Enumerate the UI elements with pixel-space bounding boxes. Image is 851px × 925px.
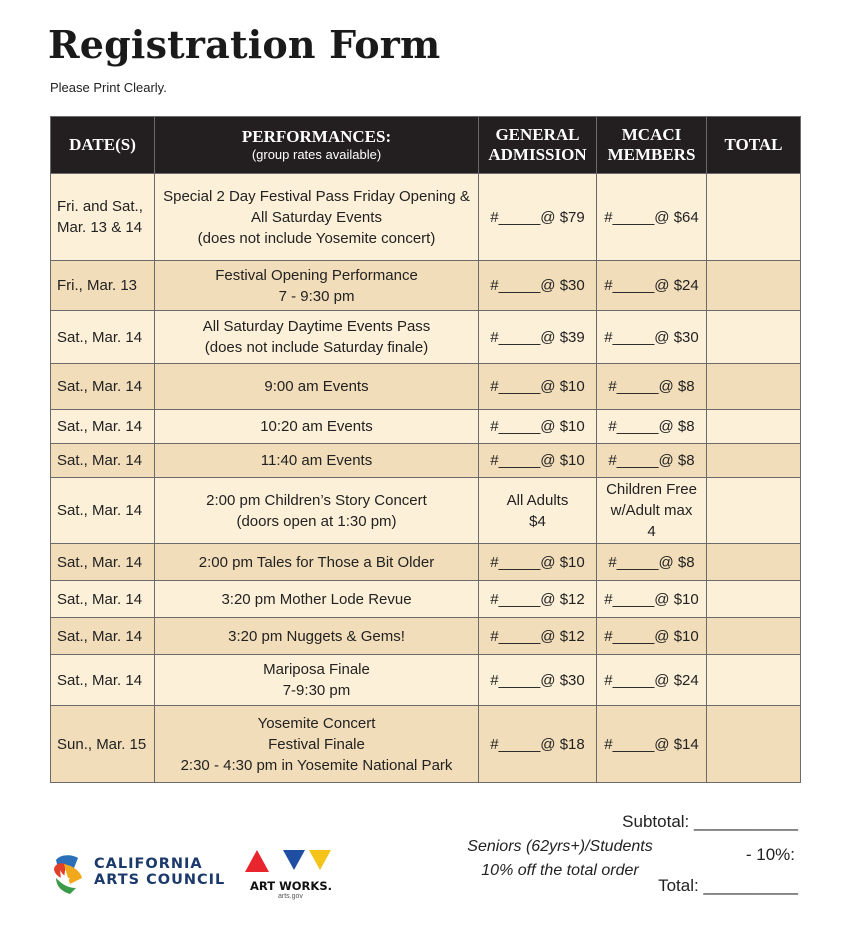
seniors-note-line2: 10% off the total order	[481, 862, 639, 879]
performance-cell-line: 2:00 pm Children’s Story Concert	[206, 491, 427, 509]
performance-cell-line: 2:30 - 4:30 pm in Yosemite National Park	[180, 756, 453, 774]
members-cell-line: #_____@ $24	[604, 277, 699, 294]
date-cell-line: Sun., Mar. 15	[57, 735, 147, 753]
cac-line1: CALIFORNIA	[94, 856, 203, 872]
subtotal-line[interactable]: Subtotal: ___________	[622, 812, 798, 831]
art-works-subtext: arts.gov	[278, 893, 303, 900]
seniors-discount-note	[460, 835, 660, 883]
header-general-line1: GENERAL	[495, 125, 580, 144]
date-cell-line: Sat., Mar. 14	[57, 418, 143, 435]
table-header-row	[51, 117, 801, 174]
performance-cell-line: Festival Finale	[268, 735, 365, 753]
general-admission-cell[interactable]	[479, 364, 597, 410]
performance-cell	[155, 478, 479, 544]
total-cell[interactable]	[707, 618, 801, 655]
performance-cell	[155, 581, 479, 618]
general-admission-cell-line: #_____@ $39	[490, 328, 585, 346]
general-admission-cell[interactable]	[479, 544, 597, 581]
general-admission-cell[interactable]	[479, 706, 597, 783]
table-row	[51, 364, 801, 410]
general-admission-cell-line: #_____@ $18	[490, 735, 585, 753]
date-cell	[51, 618, 155, 655]
members-cell[interactable]	[597, 311, 707, 364]
header-general-line2: ADMISSION	[488, 145, 587, 164]
members-cell-line: #_____@ $8	[608, 553, 695, 571]
date-cell-line: Sat., Mar. 14	[57, 328, 143, 346]
members-cell[interactable]	[597, 261, 707, 311]
total-cell[interactable]	[707, 364, 801, 410]
performance-cell-line: 10:20 am Events	[260, 418, 373, 435]
performance-cell-line: (does not include Yosemite concert)	[197, 229, 436, 247]
total-cell[interactable]	[707, 655, 801, 706]
general-admission-cell-line: #_____@ $10	[490, 452, 585, 469]
performance-cell-line: 9:00 am Events	[264, 378, 369, 395]
general-admission-cell[interactable]	[479, 410, 597, 444]
date-cell	[51, 410, 155, 444]
date-cell-line: Fri. and Sat.,	[57, 198, 143, 215]
date-cell-line: Sat., Mar. 14	[57, 553, 143, 571]
performance-cell	[155, 311, 479, 364]
total-cell[interactable]	[707, 544, 801, 581]
table-row	[51, 261, 801, 311]
table-row	[51, 544, 801, 581]
table-row	[51, 618, 801, 655]
registration-table	[50, 116, 801, 783]
members-cell[interactable]	[597, 364, 707, 410]
table-row	[51, 655, 801, 706]
header-members-line1: MCACI	[621, 125, 682, 144]
members-cell-line: 4	[647, 523, 656, 540]
performance-cell	[155, 655, 479, 706]
general-admission-cell-line: All Adults	[506, 491, 569, 509]
performance-cell-line: All Saturday Events	[251, 208, 382, 226]
table-row	[51, 311, 801, 364]
general-admission-cell-line: $4	[529, 512, 546, 530]
date-cell-line: Sat., Mar. 14	[57, 378, 143, 395]
header-dates: DATE(S)	[51, 117, 155, 174]
performance-cell-line: Yosemite Concert	[257, 714, 376, 732]
header-members-line2: MEMBERS	[607, 145, 696, 164]
table-row	[51, 410, 801, 444]
date-cell-line: Mar. 13 & 14	[57, 219, 143, 236]
members-cell-line: Children Free	[606, 481, 697, 498]
performance-cell-line: Mariposa Finale	[263, 661, 370, 678]
table-row	[51, 581, 801, 618]
members-cell-line: #_____@ $14	[604, 735, 699, 753]
general-admission-cell[interactable]	[479, 618, 597, 655]
date-cell	[51, 261, 155, 311]
date-cell-line: Sat., Mar. 14	[57, 502, 143, 519]
members-cell[interactable]	[597, 581, 707, 618]
form-title: Registration Form	[48, 22, 441, 67]
date-cell-line: Sat., Mar. 14	[57, 671, 143, 689]
date-cell	[51, 311, 155, 364]
date-cell-line: Sat., Mar. 14	[57, 590, 143, 608]
date-cell	[51, 581, 155, 618]
table-row	[51, 174, 801, 261]
members-cell-line: #_____@ $24	[604, 671, 699, 689]
members-cell[interactable]	[597, 444, 707, 478]
total-cell[interactable]	[707, 311, 801, 364]
date-cell	[51, 655, 155, 706]
total-cell[interactable]	[707, 174, 801, 261]
performance-cell	[155, 618, 479, 655]
general-admission-cell-line: #_____@ $30	[490, 671, 585, 689]
performance-cell-line: 7 - 9:30 pm	[278, 287, 355, 305]
cac-line2: ARTS COUNCIL	[94, 872, 226, 888]
members-cell-line: #_____@ $10	[604, 627, 699, 645]
seniors-note-line1: Seniors (62yrs+)/Students	[467, 838, 653, 855]
performance-cell-line: 11:40 am Events	[260, 452, 373, 469]
members-cell[interactable]	[597, 655, 707, 706]
performance-cell	[155, 410, 479, 444]
header-performances-sub: (group rates available)	[251, 147, 382, 162]
total-cell[interactable]	[707, 410, 801, 444]
general-admission-cell-line: #_____@ $10	[490, 553, 585, 571]
total-line[interactable]: Total: __________	[658, 876, 798, 895]
members-cell-line: #_____@ $8	[608, 452, 695, 469]
general-admission-cell-line: #_____@ $12	[490, 590, 585, 608]
members-cell-line: #_____@ $30	[604, 328, 699, 346]
performance-cell-line: 2:00 pm Tales for Those a Bit Older	[198, 553, 435, 571]
date-cell	[51, 174, 155, 261]
total-cell[interactable]	[707, 581, 801, 618]
performance-cell	[155, 444, 479, 478]
general-admission-cell[interactable]	[479, 174, 597, 261]
performance-cell	[155, 261, 479, 311]
performance-cell-line: All Saturday Daytime Events Pass	[202, 318, 431, 335]
date-cell-line: Sat., Mar. 14	[57, 452, 143, 469]
performance-cell-line: (does not include Saturday finale)	[204, 339, 429, 356]
table-row	[51, 478, 801, 544]
general-admission-cell[interactable]	[479, 311, 597, 364]
general-admission-cell[interactable]	[479, 478, 597, 544]
general-admission-cell-line: #_____@ $30	[490, 277, 585, 294]
members-cell[interactable]	[597, 410, 707, 444]
general-admission-cell-line: #_____@ $10	[490, 378, 585, 395]
general-admission-cell[interactable]	[479, 655, 597, 706]
date-cell-line: Fri., Mar. 13	[57, 277, 138, 294]
date-cell	[51, 364, 155, 410]
total-cell[interactable]	[707, 478, 801, 544]
performance-cell-line: Festival Opening Performance	[215, 266, 418, 284]
header-members	[597, 117, 707, 174]
header-performances-label: PERFORMANCES:	[241, 127, 392, 146]
members-cell[interactable]	[597, 544, 707, 581]
general-admission-cell-line: #_____@ $79	[490, 208, 585, 226]
form-subtitle: Please Print Clearly.	[50, 80, 167, 95]
date-cell	[51, 478, 155, 544]
members-cell-line: #_____@ $64	[604, 208, 699, 226]
members-cell-line: #_____@ $8	[608, 378, 695, 395]
general-admission-cell[interactable]	[479, 581, 597, 618]
date-cell-line: Sat., Mar. 14	[57, 627, 143, 645]
header-total: TOTAL	[707, 117, 801, 174]
total-cell[interactable]	[707, 706, 801, 783]
performance-cell-line: 3:20 pm Nuggets & Gems!	[228, 627, 405, 645]
members-cell[interactable]	[597, 174, 707, 261]
performance-cell-line: Special 2 Day Festival Pass Friday Opening &	[163, 187, 470, 205]
performance-cell	[155, 544, 479, 581]
general-admission-cell-line: #_____@ $12	[490, 627, 585, 645]
performance-cell	[155, 174, 479, 261]
general-admission-cell[interactable]	[479, 261, 597, 311]
table-row	[51, 706, 801, 783]
art-works-shapes-icon	[243, 848, 335, 876]
members-cell-line: #_____@ $10	[604, 590, 699, 608]
art-works-logo	[243, 848, 343, 904]
cac-emblem-icon	[50, 848, 94, 896]
members-cell-line: w/Adult max	[610, 502, 693, 519]
table-row	[51, 444, 801, 478]
header-general-admission	[479, 117, 597, 174]
general-admission-cell[interactable]	[479, 444, 597, 478]
performance-cell-line: (doors open at 1:30 pm)	[236, 512, 397, 530]
header-performances	[155, 117, 479, 174]
performance-cell	[155, 706, 479, 783]
discount-line: - 10%:	[745, 845, 795, 864]
performance-cell	[155, 364, 479, 410]
total-cell[interactable]	[707, 444, 801, 478]
performance-cell-line: 3:20 pm Mother Lode Revue	[221, 590, 412, 608]
california-arts-council-logo	[50, 848, 230, 896]
date-cell	[51, 444, 155, 478]
general-admission-cell-line: #_____@ $10	[490, 418, 585, 435]
date-cell	[51, 706, 155, 783]
members-cell[interactable]	[597, 706, 707, 783]
performance-cell-line: 7-9:30 pm	[282, 682, 351, 699]
members-cell[interactable]	[597, 618, 707, 655]
art-works-text: ART WORKS.	[250, 879, 332, 893]
date-cell	[51, 544, 155, 581]
total-cell[interactable]	[707, 261, 801, 311]
members-cell-line: #_____@ $8	[608, 418, 695, 435]
members-cell[interactable]	[597, 478, 707, 544]
